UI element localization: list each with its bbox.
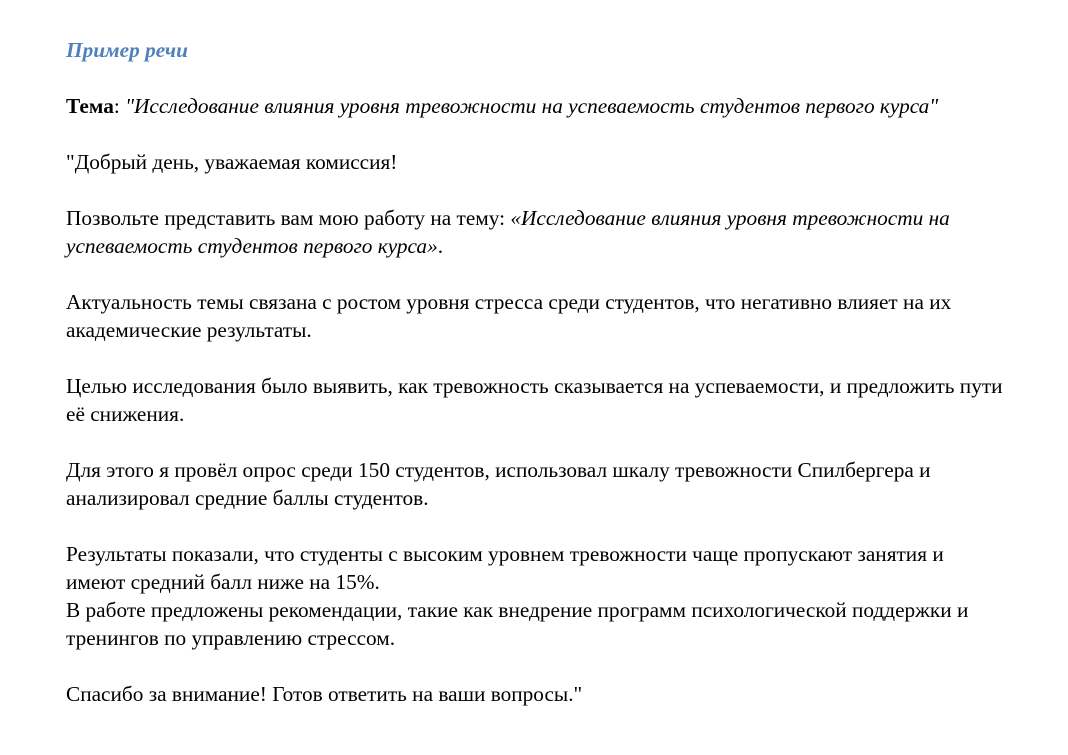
goal-paragraph: Целью исследования было выявить, как тревожность сказывается на успеваемости, и предложить пути её снижения.: [66, 374, 1003, 426]
method-paragraph: Для этого я провёл опрос среди 150 студентов, использовал шкалу тревожности Спилбергера и анализировал средние баллы студентов.: [66, 458, 931, 510]
closing-paragraph: Спасибо за внимание! Готов ответить на ваши вопросы.": [66, 682, 583, 706]
intro-lead: Позвольте представить вам мою работу на тему:: [66, 206, 511, 230]
topic-paragraph: [66, 92, 1006, 120]
recommendations-paragraph: В работе предложены рекомендации, такие как внедрение программ психологической поддержки и тренингов по управлению стрессом.: [66, 598, 969, 650]
results-paragraph: Результаты показали, что студенты с высоким уровнем тревожности чаще пропускают занятия и имеют средний балл ниже на 15%.: [66, 542, 944, 594]
intro-end: .: [437, 234, 444, 258]
document-page: [66, 36, 1006, 736]
topic-separator: :: [113, 94, 126, 118]
topic-title: "Исследование влияния уровня тревожности на успеваемость студентов первого курса": [125, 94, 939, 118]
topic-label: Тема: [66, 94, 114, 118]
document-heading: Пример речи: [66, 38, 188, 62]
relevance-paragraph: Актуальность темы связана с ростом уровня стресса среди студентов, что негативно влияет на их академические результаты.: [66, 290, 952, 342]
intro-title: «Исследование влияния уровня тревожности на успеваемость студентов первого курса»: [66, 206, 950, 258]
intro-paragraph: [66, 204, 1006, 260]
greeting-paragraph: "Добрый день, уважаемая комиссия!: [66, 150, 398, 174]
